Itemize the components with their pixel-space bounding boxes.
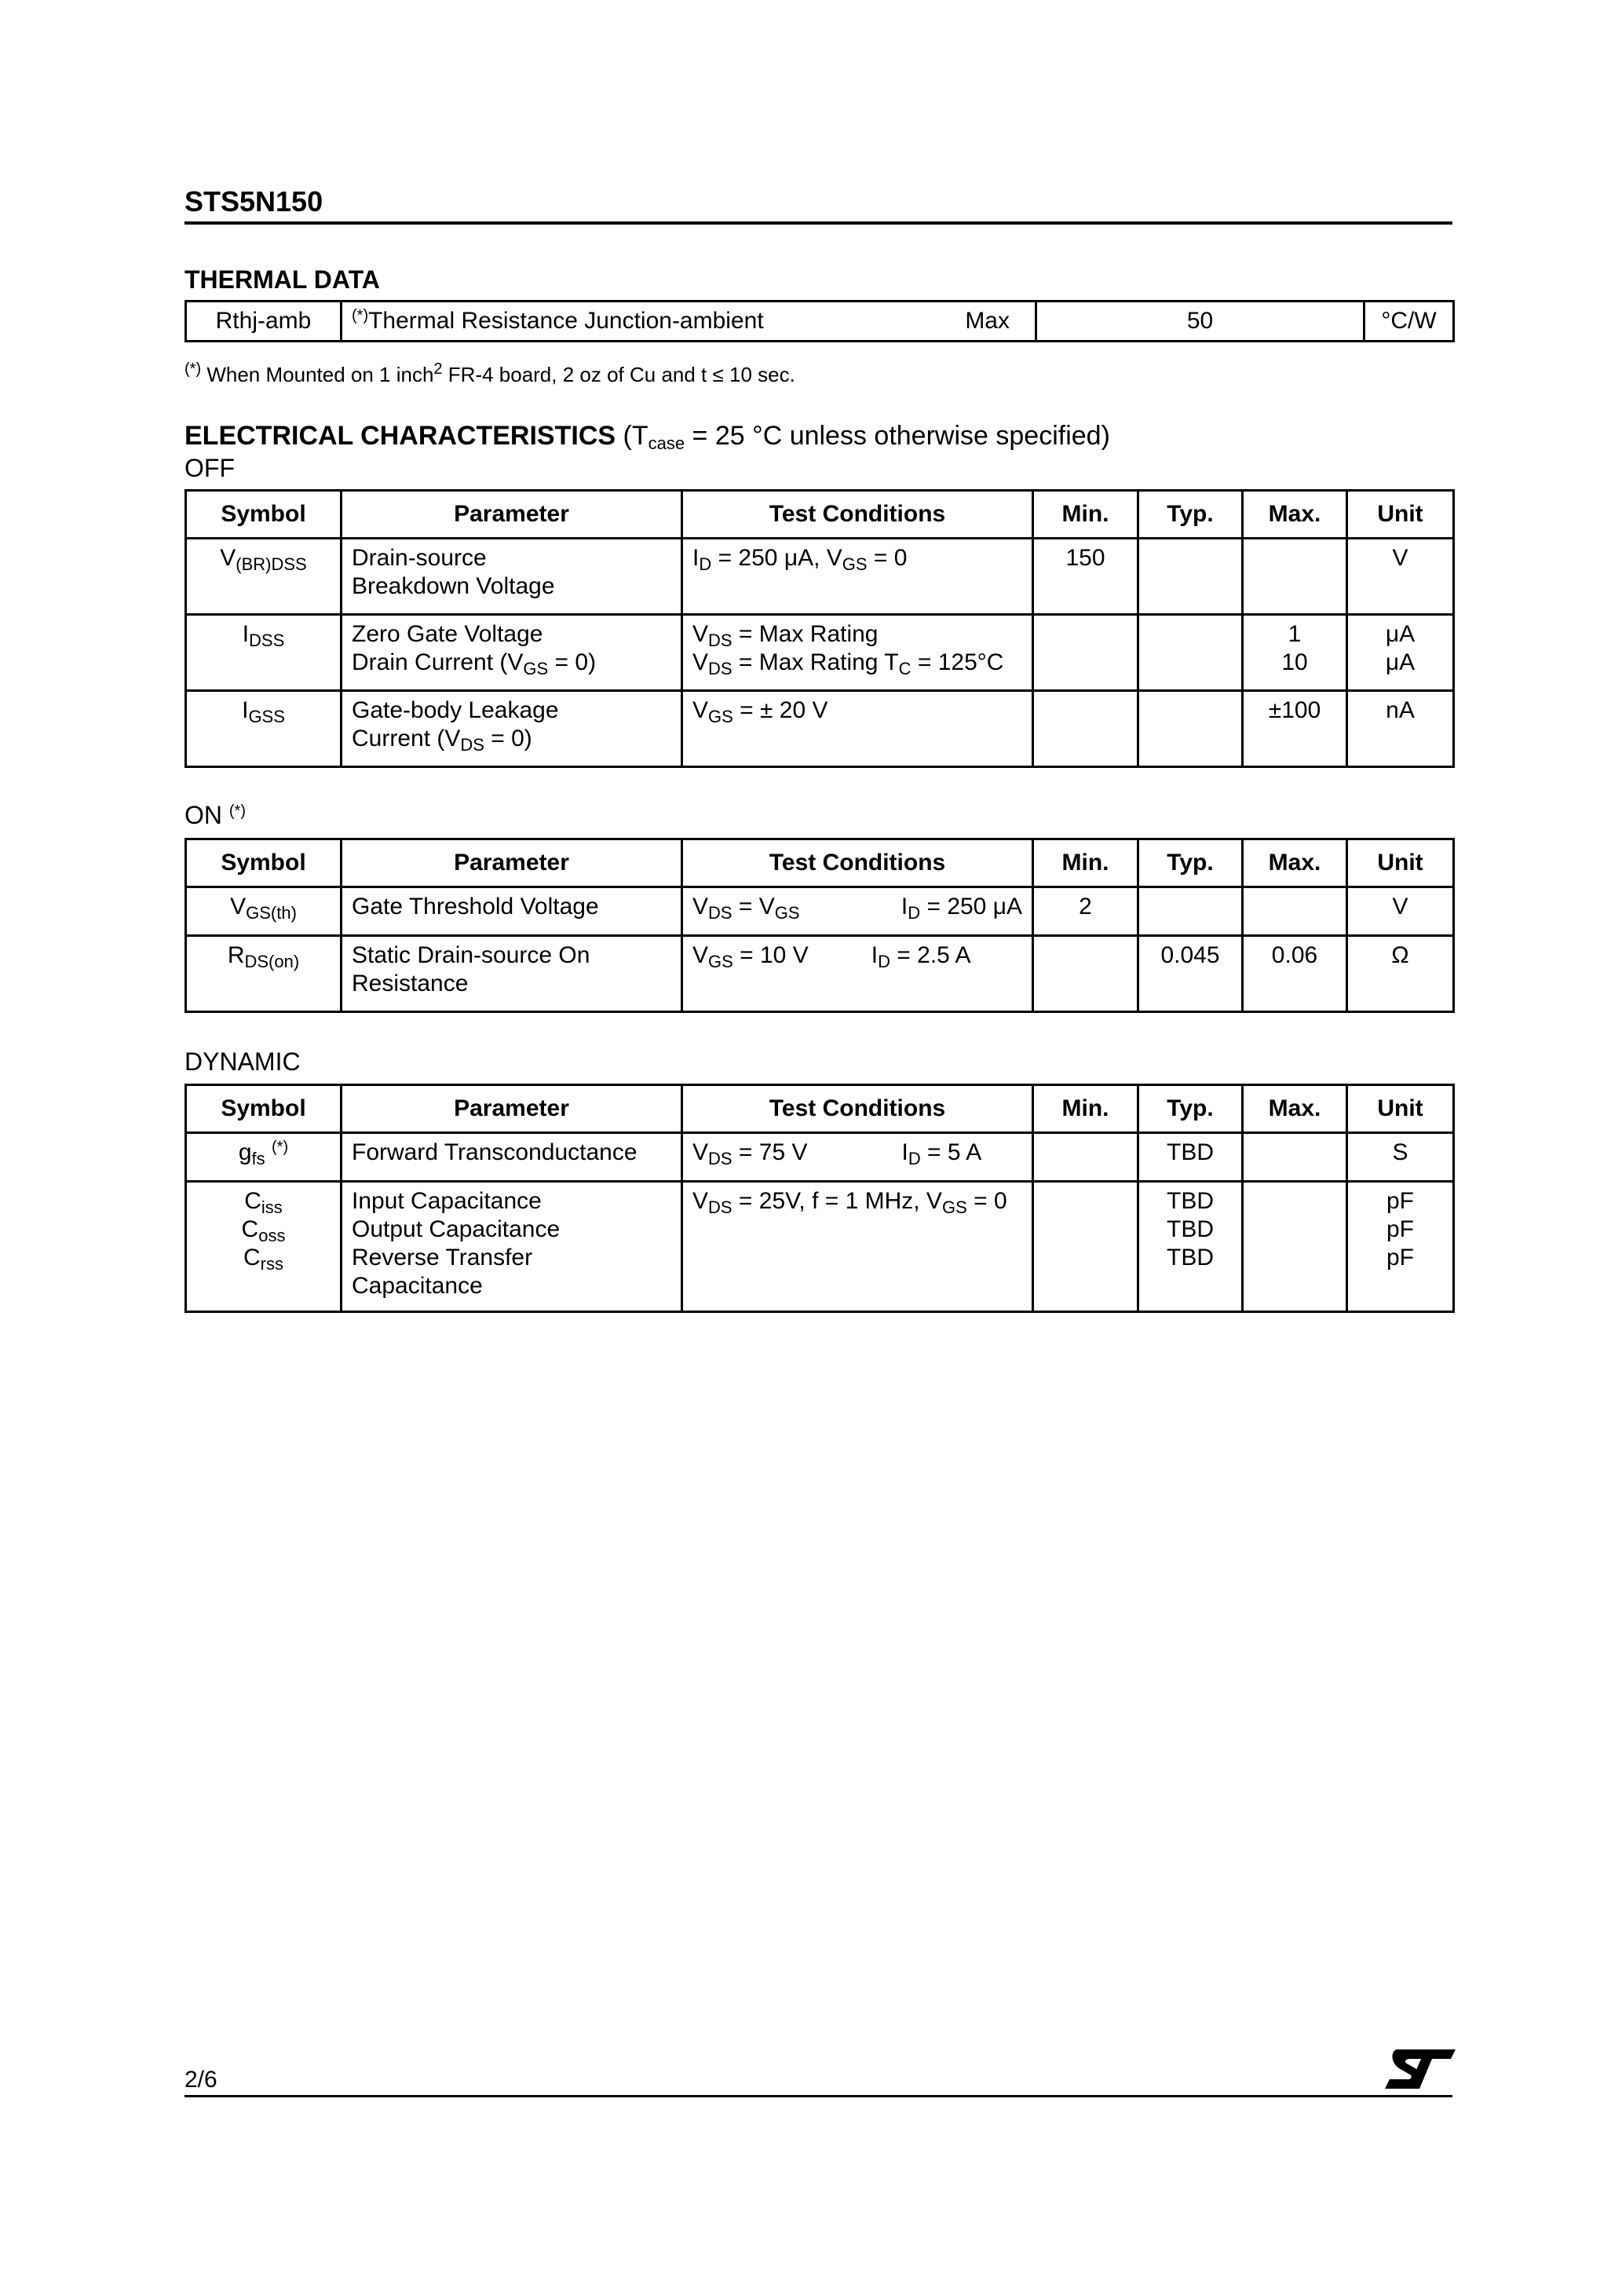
- max-cell: [1243, 1133, 1347, 1182]
- symbol-cell: [186, 691, 342, 767]
- col-min: Min.: [1033, 839, 1138, 887]
- min-cell: 2: [1033, 887, 1138, 936]
- document-part-number: STS5N150: [184, 185, 323, 218]
- ec-title-rest: = 25 °C unless otherwise specified): [685, 421, 1110, 451]
- param-line: Gate-body Leakage: [352, 697, 559, 723]
- symbol-note: (*): [272, 1139, 289, 1156]
- min-cell: [1033, 1133, 1138, 1182]
- col-typ: Typ.: [1138, 1085, 1243, 1133]
- off-table: [184, 489, 1455, 768]
- dynamic-heading: DYNAMIC: [184, 1047, 301, 1076]
- tc-sub: DS: [708, 631, 732, 650]
- table-row: [186, 691, 1454, 767]
- param-sub: DS: [460, 735, 484, 755]
- symbol-sub: GS(th): [246, 903, 297, 923]
- test-conditions-cell: [682, 1133, 1033, 1182]
- page-number: 2/6: [184, 2067, 217, 2093]
- max-cell: ±100: [1243, 691, 1347, 767]
- table-row: [186, 615, 1454, 691]
- thermal-footnote: [184, 360, 795, 387]
- max-cell: [1243, 539, 1347, 615]
- on-note-mark: (*): [228, 803, 246, 820]
- footnote-sup: 2: [433, 360, 443, 378]
- col-unit: Unit: [1347, 839, 1454, 887]
- tc-text: I: [871, 942, 879, 968]
- symbol-sub: rss: [260, 1254, 283, 1274]
- symbol-sub: DS(on): [244, 952, 300, 971]
- parameter-cell: [342, 615, 682, 691]
- max-cell: 0.06: [1243, 936, 1347, 1012]
- tc-text: V: [692, 1188, 709, 1214]
- tc-text: = V: [732, 894, 775, 919]
- typ-cell: [1138, 539, 1243, 615]
- col-unit: Unit: [1347, 491, 1454, 539]
- col-max: Max.: [1243, 1085, 1347, 1133]
- symbol-main: C: [243, 1245, 261, 1270]
- symbol-cell: [186, 1133, 342, 1182]
- tc-sub: GS: [774, 903, 800, 923]
- symbol-cell: [186, 539, 342, 615]
- symbol-cell: [186, 1182, 342, 1312]
- symbol-main: R: [227, 942, 245, 968]
- table-row: [186, 936, 1454, 1012]
- parameter-cell: Gate Threshold Voltage: [342, 887, 682, 936]
- tc-text: I: [692, 545, 700, 571]
- param-line: Current (V: [352, 726, 461, 751]
- unit-cell: S: [1347, 1133, 1454, 1182]
- tc-sub: D: [878, 952, 890, 971]
- col-symbol: Symbol: [186, 491, 342, 539]
- parameter-cell: [342, 691, 682, 767]
- tc-text: = ± 20 V: [732, 697, 828, 723]
- min-cell: 150: [1033, 539, 1138, 615]
- max-cell: [1243, 887, 1347, 936]
- tc-text: I: [901, 894, 908, 919]
- footnote-mark: (*): [184, 360, 202, 378]
- ec-title-open: (T: [616, 421, 648, 451]
- min-cell: [1033, 936, 1138, 1012]
- symbol-sub: DSS: [249, 631, 285, 650]
- col-symbol: Symbol: [186, 839, 342, 887]
- col-max: Max.: [1243, 491, 1347, 539]
- thermal-symbol: Rthj-amb: [186, 302, 342, 342]
- unit-cell: nA: [1347, 691, 1454, 767]
- parameter-cell: Drain-source Breakdown Voltage: [342, 539, 682, 615]
- symbol-main: V: [220, 545, 236, 571]
- col-parameter: Parameter: [342, 491, 682, 539]
- typ-cell: [1138, 691, 1243, 767]
- ec-title-sub: case: [648, 433, 685, 453]
- ec-title-bold: ELECTRICAL CHARACTERISTICS: [184, 421, 616, 451]
- param-sub: GS: [523, 659, 549, 678]
- max-cell: 1 10: [1243, 615, 1347, 691]
- symbol-main: I: [242, 697, 249, 723]
- on-table: [184, 838, 1455, 1013]
- st-logo-icon: [1383, 2046, 1456, 2090]
- test-conditions-cell: [682, 615, 1033, 691]
- footer-rule: [184, 2095, 1452, 2097]
- off-header-row: [186, 491, 1454, 539]
- symbol-main: I: [242, 621, 250, 647]
- typ-cell: TBD: [1138, 1133, 1243, 1182]
- symbol-main: V: [230, 894, 247, 919]
- unit-cell: V: [1347, 539, 1454, 615]
- unit-cell: Ω: [1347, 936, 1454, 1012]
- electrical-characteristics-heading: [184, 421, 1110, 452]
- tc-text: V: [692, 649, 709, 675]
- col-typ: Typ.: [1138, 491, 1243, 539]
- thermal-unit: °C/W: [1364, 302, 1454, 342]
- tc-text: = 10 V: [732, 942, 809, 968]
- tc-text: V: [692, 942, 709, 968]
- tc-sub: D: [908, 1149, 921, 1168]
- tc-text: = 25V, f = 1 MHz, V: [732, 1188, 942, 1214]
- symbol-main: C: [244, 1188, 261, 1214]
- symbol-main: C: [241, 1216, 259, 1242]
- parameter-cell: Static Drain-source On Resistance: [342, 936, 682, 1012]
- tc-sub: GS: [708, 707, 733, 726]
- table-row: [186, 539, 1454, 615]
- tc-text: V: [692, 894, 709, 919]
- thermal-row: [186, 302, 1454, 342]
- symbol-sub: iss: [261, 1197, 283, 1217]
- tc-sub: C: [898, 659, 911, 678]
- thermal-parameter-cell: [342, 302, 1036, 342]
- col-test-conditions: Test Conditions: [682, 491, 1033, 539]
- col-test-conditions: Test Conditions: [682, 1085, 1033, 1133]
- param-line: = 0): [484, 726, 532, 751]
- off-heading: OFF: [184, 454, 235, 482]
- table-row: [186, 1182, 1454, 1312]
- tc-text: = 125°C: [911, 649, 1004, 675]
- symbol-cell: [186, 615, 342, 691]
- col-typ: Typ.: [1138, 839, 1243, 887]
- symbol-sub: fs: [251, 1149, 265, 1168]
- tc-sub: DS: [708, 659, 732, 678]
- typ-cell: 0.045: [1138, 936, 1243, 1012]
- col-min: Min.: [1033, 1085, 1138, 1133]
- on-title: ON: [184, 801, 222, 829]
- parameter-cell: Forward Transconductance: [342, 1133, 682, 1182]
- dynamic-header-row: [186, 1085, 1454, 1133]
- param-line: Zero Gate Voltage: [352, 621, 543, 647]
- symbol-sub: GSS: [248, 707, 285, 726]
- test-conditions-cell: [682, 1182, 1033, 1312]
- tc-text: V: [692, 621, 709, 647]
- symbol-cell: [186, 887, 342, 936]
- test-conditions-cell: [682, 691, 1033, 767]
- tc-text: = 0: [867, 545, 908, 571]
- header-rule: [184, 221, 1452, 225]
- test-conditions-cell: [682, 539, 1033, 615]
- tc-text: = 250 μA, V: [711, 545, 842, 571]
- col-parameter: Parameter: [342, 839, 682, 887]
- tc-text: = 0: [966, 1188, 1007, 1214]
- tc-text: = Max Rating T: [732, 649, 899, 675]
- max-cell: [1243, 1182, 1347, 1312]
- test-conditions-cell: [682, 936, 1033, 1012]
- tc-text: = 5 A: [920, 1139, 982, 1165]
- table-row: [186, 1133, 1454, 1182]
- thermal-note-mark: (*): [352, 307, 369, 324]
- tc-sub: DS: [708, 1149, 732, 1168]
- col-parameter: Parameter: [342, 1085, 682, 1133]
- tc-text: = 2.5 A: [890, 942, 971, 968]
- col-unit: Unit: [1347, 1085, 1454, 1133]
- thermal-value: 50: [1036, 302, 1364, 342]
- table-row: [186, 887, 1454, 936]
- tc-text: I: [901, 1139, 908, 1165]
- on-heading: [184, 801, 246, 830]
- min-cell: [1033, 1182, 1138, 1312]
- unit-cell: V: [1347, 887, 1454, 936]
- tc-text: = Max Rating: [732, 621, 879, 647]
- unit-cell: μA μA: [1347, 615, 1454, 691]
- col-max: Max.: [1243, 839, 1347, 887]
- typ-cell: [1138, 887, 1243, 936]
- dynamic-table: [184, 1084, 1455, 1313]
- tc-sub: DS: [708, 903, 732, 923]
- tc-sub: GS: [708, 952, 733, 971]
- footnote-text-a: When Mounted on 1 inch: [206, 363, 434, 386]
- thermal-data-table: [184, 300, 1455, 342]
- param-line: = 0): [548, 649, 597, 675]
- parameter-cell: Input Capacitance Output Capacitance Reverse Transfer Capacitance: [342, 1182, 682, 1312]
- tc-sub: D: [908, 903, 921, 923]
- thermal-qualifier: Max: [965, 308, 1010, 334]
- tc-text: = 250 μA: [920, 894, 1022, 919]
- thermal-data-heading: THERMAL DATA: [184, 265, 380, 294]
- on-header-row: [186, 839, 1454, 887]
- col-min: Min.: [1033, 491, 1138, 539]
- tc-text: = 75 V: [732, 1139, 808, 1165]
- min-cell: [1033, 615, 1138, 691]
- symbol-main: g: [238, 1139, 252, 1165]
- tc-text: V: [692, 1139, 709, 1165]
- col-symbol: Symbol: [186, 1085, 342, 1133]
- typ-cell: TBD TBD TBD: [1138, 1182, 1243, 1312]
- test-conditions-cell: [682, 887, 1033, 936]
- typ-cell: [1138, 615, 1243, 691]
- footnote-text-b: FR-4 board, 2 oz of Cu and t ≤ 10 sec.: [442, 363, 795, 386]
- param-line: Drain Current (V: [352, 649, 524, 675]
- tc-sub: GS: [842, 554, 868, 574]
- thermal-parameter: Thermal Resistance Junction-ambient: [368, 308, 764, 334]
- symbol-cell: [186, 936, 342, 1012]
- tc-text: V: [692, 697, 709, 723]
- col-test-conditions: Test Conditions: [682, 839, 1033, 887]
- symbol-sub: (BR)DSS: [236, 554, 307, 574]
- tc-sub: DS: [708, 1197, 732, 1217]
- tc-sub: GS: [941, 1197, 967, 1217]
- tc-sub: D: [699, 554, 712, 574]
- unit-cell: pF pF pF: [1347, 1182, 1454, 1312]
- symbol-sub: oss: [258, 1226, 286, 1245]
- min-cell: [1033, 691, 1138, 767]
